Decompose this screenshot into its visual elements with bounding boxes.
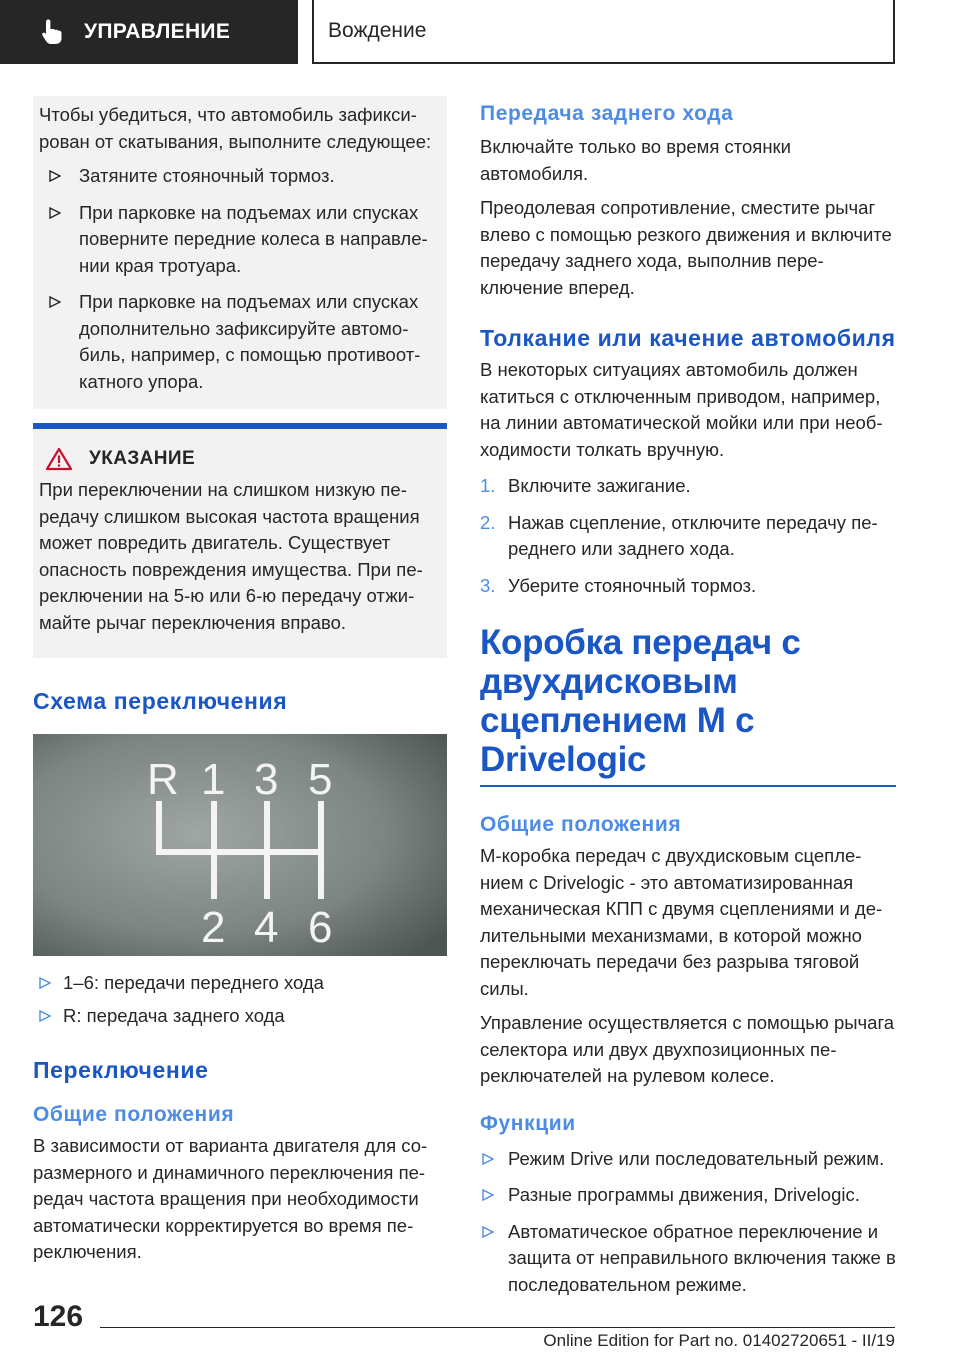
triangle-bullet-icon xyxy=(49,207,61,219)
reverse-gear-heading: Передача заднего хода xyxy=(480,102,734,125)
list-item: При парковке на подъемах или спусках дополнительно зафиксируйте автомобиль, например, с помощью противооткатного упора. xyxy=(39,289,441,395)
triangle-bullet-icon xyxy=(482,1153,494,1165)
page-number: 126 xyxy=(33,1300,84,1333)
dct-heading: Коробка передач с двухдисковым сцеплением M с Drivelogic xyxy=(480,623,801,779)
list-item: 1–6: передачи переднего хода xyxy=(33,970,447,997)
warning-title: УКАЗАНИЕ xyxy=(89,448,196,469)
hand-pointer-icon xyxy=(38,17,68,47)
gear-label-top: 1 xyxy=(201,755,226,804)
scheme-legend-list xyxy=(33,970,447,1029)
dct-text-2: Управление осуществляется с помощью рычага селектора или двух двухпозиционных переключателей на рулевом колесе. xyxy=(480,1012,895,1086)
push-roll-heading: Толкание или качение автомобиля xyxy=(480,325,896,351)
list-item: 1. Включите зажигание. xyxy=(480,475,691,496)
list-item: 2. Нажав сцепление, отключите передачу переднего или заднего хода. xyxy=(480,511,878,559)
functions-heading: Функции xyxy=(480,1111,576,1135)
warning-text: При переключении на слишком низкую передачу слишком высокая частота вращения может повредить двигатель. Существует опасность повреждения имущества. При переключении на 5-ю или 6-ю передачу отжимайте рычаг переключения вправо. xyxy=(39,479,423,633)
list-item: Разные программы движения, Drivelogic. xyxy=(480,1182,896,1209)
list-item: R: передача заднего хода xyxy=(33,1003,447,1030)
footer-edition: Online Edition for Part no. 01402720651 - II/19 xyxy=(543,1331,895,1350)
list-item: При парковке на подъемах или спусках поверните передние колеса в направлении края тротуара. xyxy=(39,200,441,280)
dct-general-heading: Общие положения xyxy=(480,813,682,836)
general-text: В зависимости от варианта двигателя для соразмерного и динамичного переключения передач частота вращения при необходимости автоматически корректируется во время переключения. xyxy=(33,1135,428,1262)
list-item: Режим Drive или последовательный режим. xyxy=(480,1146,896,1173)
list-item: 3. Уберите стояночный тормоз. xyxy=(480,574,757,596)
gear-label-bottom: 4 xyxy=(254,903,279,952)
parking-list xyxy=(39,163,441,395)
warning-triangle-icon xyxy=(45,447,73,471)
header-section-tab xyxy=(0,0,298,64)
triangle-bullet-icon xyxy=(39,1010,51,1022)
parking-intro: Чтобы убедиться, что автомобиль зафиксирован от скатывания, выполните следующее: xyxy=(39,104,432,152)
shifting-heading: Переключение xyxy=(33,1057,209,1083)
push-roll-text: В некоторых ситуациях автомобиль должен катиться с отключенным приводом, например, на линии автоматической мойки или при необходимости толкать вручную. xyxy=(480,359,883,460)
list-item: Затяните стояночный тормоз. xyxy=(39,163,441,190)
list-item: Автоматическое обратное переключение и защита от неправильного включения также в последовательном режиме. xyxy=(480,1219,896,1299)
gear-label-bottom: 6 xyxy=(308,903,333,952)
functions-list xyxy=(480,1146,896,1299)
gear-label-top: 5 xyxy=(308,755,333,804)
header-section-title: УПРАВЛЕНИЕ xyxy=(84,20,231,43)
warning-header xyxy=(45,447,441,471)
triangle-bullet-icon xyxy=(49,296,61,308)
shift-pattern-image xyxy=(33,734,447,956)
dct-heading-block xyxy=(480,623,896,787)
left-column xyxy=(33,96,447,1266)
footer-divider xyxy=(100,1327,895,1328)
header-chapter-tab xyxy=(312,0,895,64)
reverse-text-2: Преодолевая сопротивление, сместите рычаг влево с помощью резкого движения и включите передачу заднего хода, выполнив переключение вперед. xyxy=(480,197,892,298)
dct-text-1: M-коробка передач с двухдисковым сцеплением с Drivelogic - это автоматизированная механическая КПП с двумя сцеплениями и делительными механизмами, в которой можно переключать передачи без разрыва тяговой силы. xyxy=(480,845,883,999)
general-heading: Общие положения xyxy=(33,1103,235,1126)
right-column xyxy=(480,100,896,1308)
parking-info-box xyxy=(33,96,447,409)
triangle-bullet-icon xyxy=(482,1226,494,1238)
warning-box xyxy=(33,423,447,658)
triangle-bullet-icon xyxy=(39,977,51,989)
triangle-bullet-icon xyxy=(49,170,61,182)
header-chapter-title: Вождение xyxy=(328,19,427,42)
gear-label-top: 3 xyxy=(254,755,279,804)
gear-label-top: R xyxy=(147,755,179,804)
shift-scheme-heading: Схема переключения xyxy=(33,688,288,714)
gear-label-bottom: 2 xyxy=(201,903,226,952)
triangle-bullet-icon xyxy=(482,1189,494,1201)
push-roll-steps xyxy=(480,473,896,599)
reverse-text-1: Включайте только во время стоянки автомобиля. xyxy=(480,136,791,184)
